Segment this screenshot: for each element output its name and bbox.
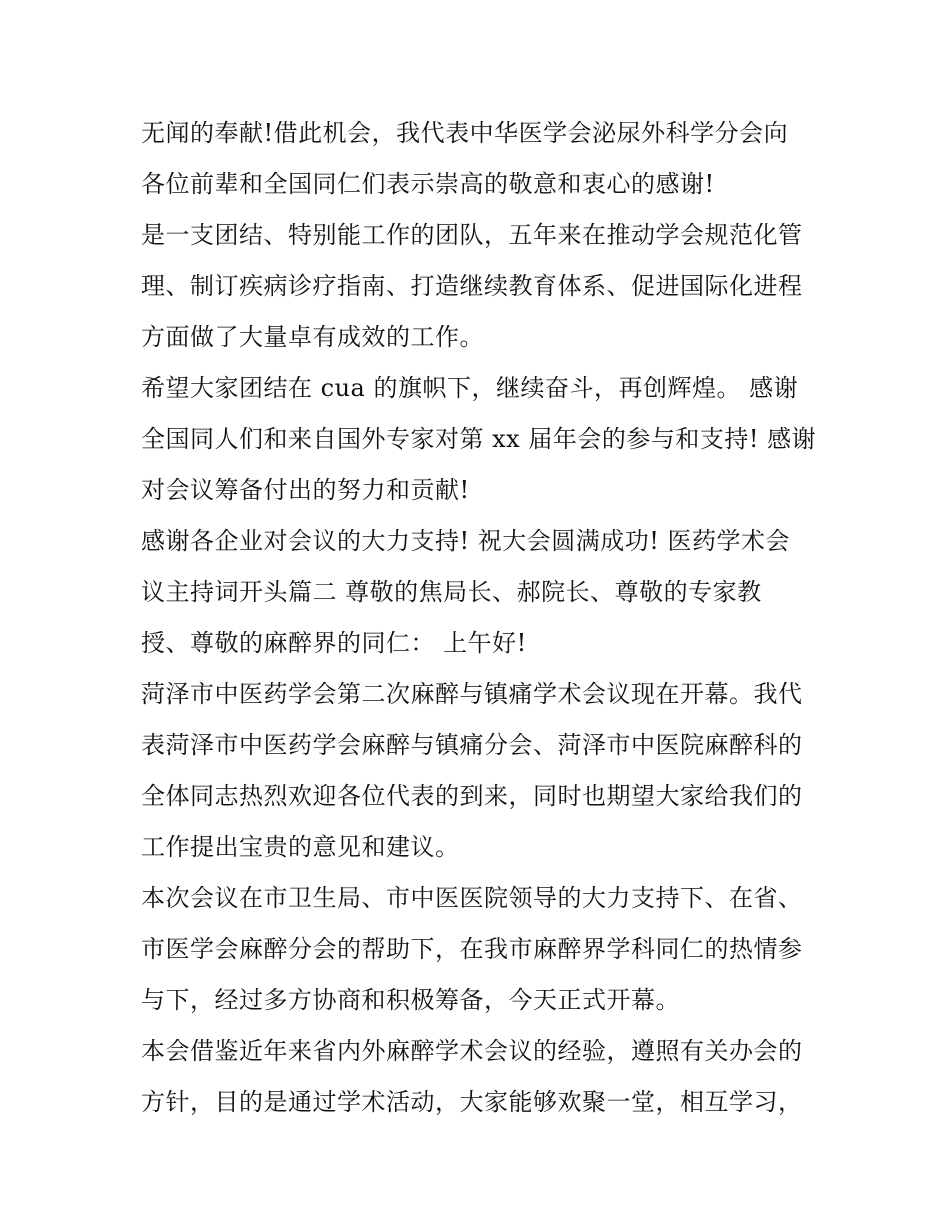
text-line: 全国同人们和来自国外专家对第 xx 届年会的参与和支持! 感谢 (141, 425, 817, 453)
text-line: 菏泽市中医药学会第二次麻醉与镇痛学术会议现在开幕。我代 (141, 680, 803, 708)
text-line: 与下，经过多方协商和积极筹备，今天正式开幕。 (141, 986, 680, 1014)
text-line: 方面做了大量卓有成效的工作。 (141, 323, 484, 351)
text-line: 本会借鉴近年来省内外麻醉学术会议的经验，遵照有关办会的 (141, 1037, 803, 1065)
text-line: 本次会议在市卫生局、市中医医院领导的大力支持下、在省、 (141, 884, 803, 912)
text-line: 理、制订疾病诊疗指南、打造继续教育体系、促进国际化进程 (141, 272, 803, 300)
text-line: 议主持词开头篇二 尊敬的焦局长、郝院长、尊敬的专家教 (141, 578, 762, 606)
text-line: 感谢各企业对会议的大力支持! 祝大会圆满成功! 医药学术会 (141, 527, 791, 555)
text-line: 希望大家团结在 cua 的旗帜下，继续奋斗，再创辉煌。 感谢 (141, 374, 799, 402)
text-line: 各位前辈和全国同仁们表示崇高的敬意和衷心的感谢! (141, 170, 715, 198)
text-line: 是一支团结、特别能工作的团队，五年来在推动学会规范化管 (141, 221, 803, 249)
text-line: 全体同志热烈欢迎各位代表的到来，同时也期望大家给我们的 (141, 782, 803, 810)
text-line: 方针，目的是通过学术活动，大家能够欢聚一堂，相互学习， (141, 1088, 803, 1116)
text-line: 市医学会麻醉分会的帮助下，在我市麻醉界学科同仁的热情参 (141, 935, 803, 963)
document-body (141, 108, 821, 1128)
text-line: 对会议筹备付出的努力和贡献! (141, 476, 470, 504)
text-line: 授、尊敬的麻醉界的同仁： 上午好! (141, 629, 527, 657)
text-line: 表菏泽市中医药学会麻醉与镇痛分会、菏泽市中医院麻醉科的 (141, 731, 803, 759)
text-line: 工作提出宝贵的意见和建议。 (141, 833, 460, 861)
text-line: 无闻的奉献!借此机会，我代表中华医学会泌尿外科学分会向 (141, 119, 789, 147)
